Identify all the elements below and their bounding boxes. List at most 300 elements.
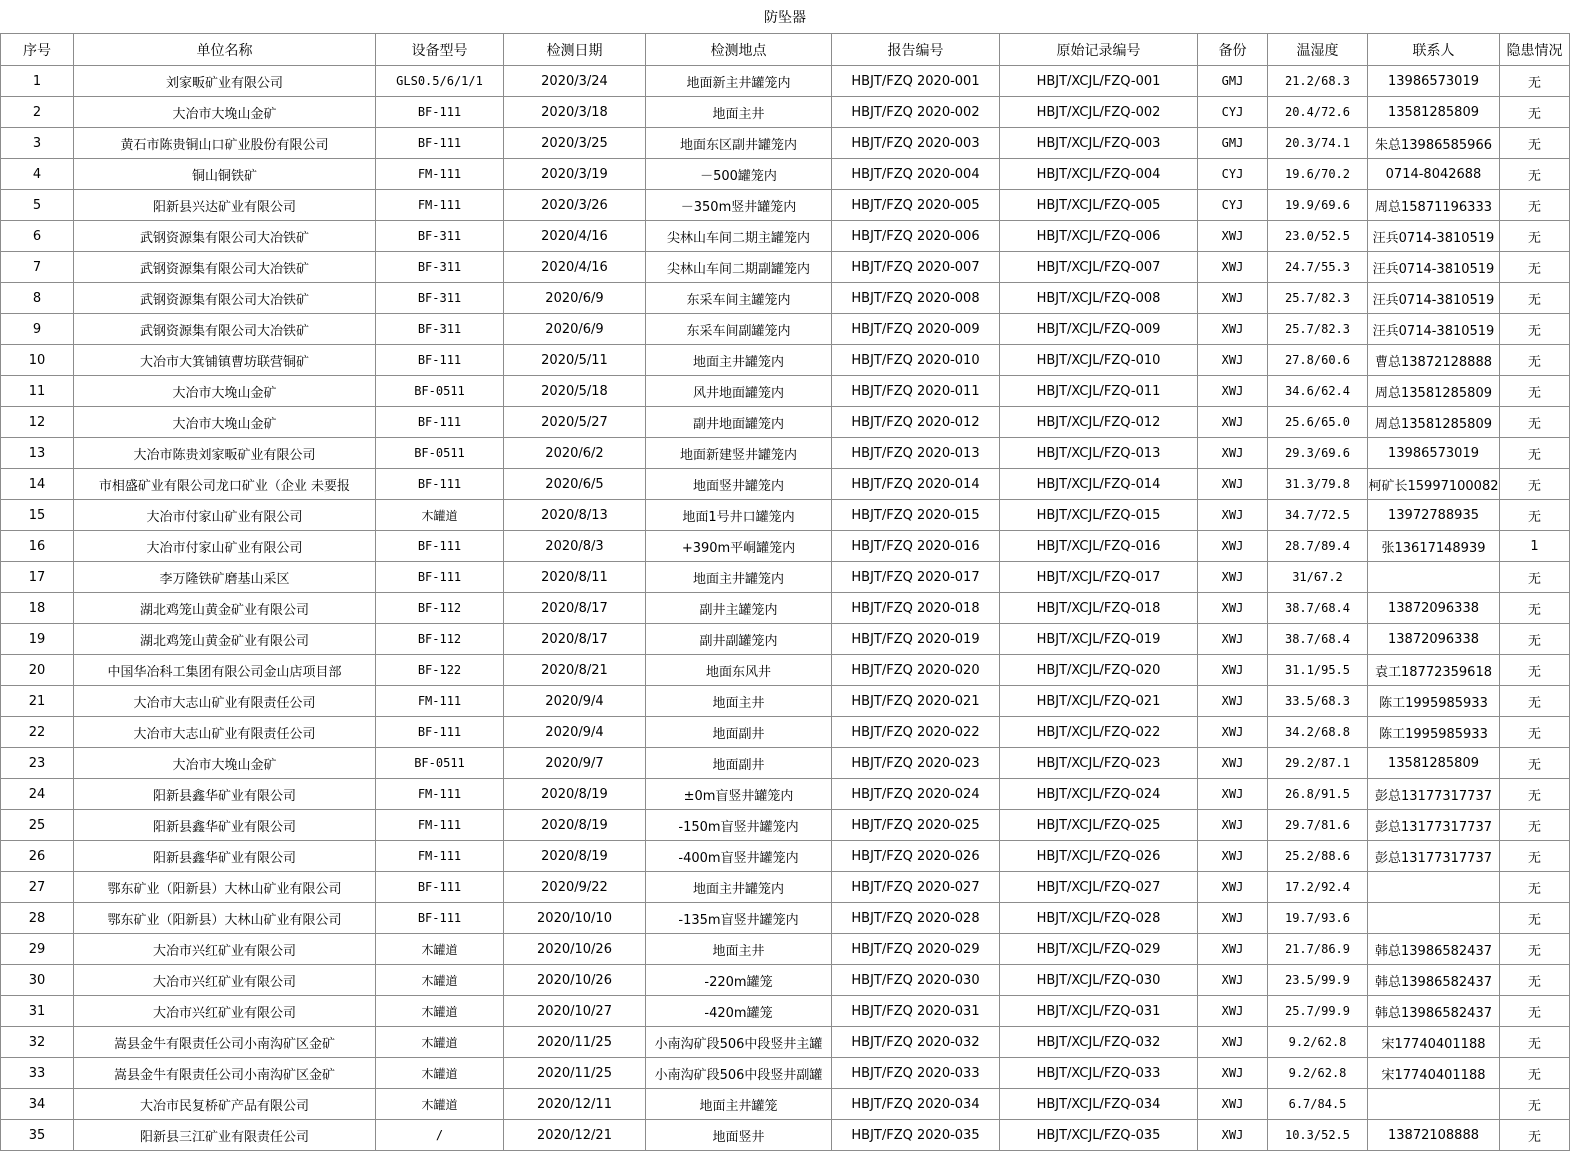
cell-report-no[interactable]: HBJT/FZQ 2020-016 [832, 531, 1000, 562]
cell-contact[interactable]: 13972788935 [1368, 500, 1500, 531]
cell-record-no[interactable]: HBJT/XCJL/FZQ-005 [1000, 190, 1198, 221]
cell-index[interactable]: 24 [1, 779, 74, 810]
cell-record-no[interactable]: HBJT/XCJL/FZQ-034 [1000, 1089, 1198, 1120]
cell-index[interactable]: 5 [1, 190, 74, 221]
cell-temp-humidity[interactable]: 23.0/52.5 [1268, 221, 1368, 252]
cell-record-no[interactable]: HBJT/XCJL/FZQ-013 [1000, 438, 1198, 469]
col-header-record-no[interactable]: 原始记录编号 [1000, 34, 1198, 66]
cell-index[interactable]: 32 [1, 1027, 74, 1058]
cell-unit-name[interactable]: 大冶市大堍山金矿 [74, 97, 376, 128]
cell-contact[interactable]: 周总15871196333 [1368, 190, 1500, 221]
cell-index[interactable]: 2 [1, 97, 74, 128]
cell-backup[interactable]: GMJ [1198, 66, 1268, 97]
cell-unit-name[interactable]: 大冶市付家山矿业有限公司 [74, 531, 376, 562]
cell-model[interactable]: BF-311 [376, 221, 504, 252]
cell-location[interactable]: 地面东风井 [646, 655, 832, 686]
cell-location[interactable]: 小南沟矿段506中段竖井主罐 [646, 1027, 832, 1058]
cell-hazard[interactable]: 无 [1500, 469, 1570, 500]
cell-backup[interactable]: XWJ [1198, 1120, 1268, 1151]
cell-hazard[interactable]: 无 [1500, 190, 1570, 221]
col-header-index[interactable]: 序号 [1, 34, 74, 66]
cell-temp-humidity[interactable]: 9.2/62.8 [1268, 1058, 1368, 1089]
cell-backup[interactable]: XWJ [1198, 345, 1268, 376]
cell-model[interactable]: GLS0.5/6/1/1 [376, 66, 504, 97]
cell-backup[interactable]: XWJ [1198, 1027, 1268, 1058]
cell-model[interactable]: BF-311 [376, 314, 504, 345]
cell-report-no[interactable]: HBJT/FZQ 2020-013 [832, 438, 1000, 469]
cell-location[interactable]: 尖林山车间二期副罐笼内 [646, 252, 832, 283]
cell-date[interactable]: 2020/11/25 [504, 1058, 646, 1089]
cell-index[interactable]: 29 [1, 934, 74, 965]
cell-backup[interactable]: XWJ [1198, 562, 1268, 593]
cell-date[interactable]: 2020/4/16 [504, 252, 646, 283]
cell-index[interactable]: 22 [1, 717, 74, 748]
cell-hazard[interactable]: 无 [1500, 407, 1570, 438]
cell-temp-humidity[interactable]: 17.2/92.4 [1268, 872, 1368, 903]
cell-backup[interactable]: XWJ [1198, 934, 1268, 965]
cell-report-no[interactable]: HBJT/FZQ 2020-023 [832, 748, 1000, 779]
cell-model[interactable]: FM-111 [376, 841, 504, 872]
cell-model[interactable]: FM-111 [376, 686, 504, 717]
cell-hazard[interactable]: 无 [1500, 593, 1570, 624]
cell-record-no[interactable]: HBJT/XCJL/FZQ-026 [1000, 841, 1198, 872]
cell-model[interactable]: 木罐道 [376, 1027, 504, 1058]
cell-temp-humidity[interactable]: 38.7/68.4 [1268, 593, 1368, 624]
cell-date[interactable]: 2020/12/21 [504, 1120, 646, 1151]
col-header-location[interactable]: 检测地点 [646, 34, 832, 66]
cell-backup[interactable]: CYJ [1198, 97, 1268, 128]
cell-contact[interactable]: 13872096338 [1368, 624, 1500, 655]
cell-date[interactable]: 2020/8/19 [504, 841, 646, 872]
cell-report-no[interactable]: HBJT/FZQ 2020-018 [832, 593, 1000, 624]
cell-temp-humidity[interactable]: 29.3/69.6 [1268, 438, 1368, 469]
cell-temp-humidity[interactable]: 20.4/72.6 [1268, 97, 1368, 128]
cell-date[interactable]: 2020/3/18 [504, 97, 646, 128]
cell-temp-humidity[interactable]: 25.7/99.9 [1268, 996, 1368, 1027]
cell-temp-humidity[interactable]: 31/67.2 [1268, 562, 1368, 593]
cell-report-no[interactable]: HBJT/FZQ 2020-006 [832, 221, 1000, 252]
cell-index[interactable]: 31 [1, 996, 74, 1027]
col-header-temp-humidity[interactable]: 温湿度 [1268, 34, 1368, 66]
cell-location[interactable]: 地面新主井罐笼内 [646, 66, 832, 97]
cell-unit-name[interactable]: 大冶市兴红矿业有限公司 [74, 965, 376, 996]
cell-date[interactable]: 2020/9/4 [504, 717, 646, 748]
cell-location[interactable]: 地面新建竖井罐笼内 [646, 438, 832, 469]
cell-contact[interactable]: 13872096338 [1368, 593, 1500, 624]
cell-report-no[interactable]: HBJT/FZQ 2020-029 [832, 934, 1000, 965]
cell-contact[interactable]: 张13617148939 [1368, 531, 1500, 562]
cell-temp-humidity[interactable]: 28.7/89.4 [1268, 531, 1368, 562]
cell-date[interactable]: 2020/10/27 [504, 996, 646, 1027]
cell-record-no[interactable]: HBJT/XCJL/FZQ-017 [1000, 562, 1198, 593]
cell-hazard[interactable]: 无 [1500, 779, 1570, 810]
cell-backup[interactable]: XWJ [1198, 1058, 1268, 1089]
cell-date[interactable]: 2020/8/3 [504, 531, 646, 562]
cell-temp-humidity[interactable]: 19.6/70.2 [1268, 159, 1368, 190]
cell-model[interactable]: BF-111 [376, 717, 504, 748]
cell-temp-humidity[interactable]: 27.8/60.6 [1268, 345, 1368, 376]
cell-location[interactable]: 地面主井 [646, 934, 832, 965]
cell-location[interactable]: 副井副罐笼内 [646, 624, 832, 655]
cell-unit-name[interactable]: 大冶市大志山矿业有限责任公司 [74, 686, 376, 717]
cell-record-no[interactable]: HBJT/XCJL/FZQ-025 [1000, 810, 1198, 841]
cell-temp-humidity[interactable]: 23.5/99.9 [1268, 965, 1368, 996]
cell-report-no[interactable]: HBJT/FZQ 2020-032 [832, 1027, 1000, 1058]
cell-contact[interactable]: 汪兵0714-3810519 [1368, 314, 1500, 345]
cell-hazard[interactable]: 无 [1500, 376, 1570, 407]
cell-date[interactable]: 2020/6/9 [504, 283, 646, 314]
cell-record-no[interactable]: HBJT/XCJL/FZQ-012 [1000, 407, 1198, 438]
cell-model[interactable]: BF-122 [376, 655, 504, 686]
cell-index[interactable]: 3 [1, 128, 74, 159]
cell-report-no[interactable]: HBJT/FZQ 2020-011 [832, 376, 1000, 407]
cell-temp-humidity[interactable]: 9.2/62.8 [1268, 1027, 1368, 1058]
cell-unit-name[interactable]: 武钢资源集有限公司大冶铁矿 [74, 221, 376, 252]
cell-temp-humidity[interactable]: 19.9/69.6 [1268, 190, 1368, 221]
cell-location[interactable]: 副井主罐笼内 [646, 593, 832, 624]
cell-backup[interactable]: XWJ [1198, 686, 1268, 717]
cell-report-no[interactable]: HBJT/FZQ 2020-034 [832, 1089, 1000, 1120]
cell-model[interactable]: 木罐道 [376, 1089, 504, 1120]
cell-temp-humidity[interactable]: 33.5/68.3 [1268, 686, 1368, 717]
cell-report-no[interactable]: HBJT/FZQ 2020-015 [832, 500, 1000, 531]
cell-contact[interactable]: 宋17740401188 [1368, 1027, 1500, 1058]
cell-model[interactable]: BF-111 [376, 128, 504, 159]
cell-index[interactable]: 33 [1, 1058, 74, 1089]
cell-location[interactable]: 副井地面罐笼内 [646, 407, 832, 438]
cell-contact[interactable]: 曹总13872128888 [1368, 345, 1500, 376]
cell-report-no[interactable]: HBJT/FZQ 2020-031 [832, 996, 1000, 1027]
cell-report-no[interactable]: HBJT/FZQ 2020-010 [832, 345, 1000, 376]
cell-index[interactable]: 7 [1, 252, 74, 283]
cell-location[interactable]: 地面主井罐笼内 [646, 345, 832, 376]
cell-record-no[interactable]: HBJT/XCJL/FZQ-031 [1000, 996, 1198, 1027]
cell-hazard[interactable]: 无 [1500, 1058, 1570, 1089]
cell-temp-humidity[interactable]: 19.7/93.6 [1268, 903, 1368, 934]
cell-record-no[interactable]: HBJT/XCJL/FZQ-027 [1000, 872, 1198, 903]
cell-location[interactable]: 小南沟矿段506中段竖井副罐 [646, 1058, 832, 1089]
cell-unit-name[interactable]: 嵩县金牛有限责任公司小南沟矿区金矿 [74, 1058, 376, 1089]
cell-hazard[interactable]: 无 [1500, 221, 1570, 252]
cell-index[interactable]: 20 [1, 655, 74, 686]
cell-date[interactable]: 2020/10/26 [504, 934, 646, 965]
cell-unit-name[interactable]: 武钢资源集有限公司大冶铁矿 [74, 252, 376, 283]
cell-hazard[interactable]: 无 [1500, 965, 1570, 996]
cell-location[interactable]: 地面竖井罐笼内 [646, 469, 832, 500]
cell-index[interactable]: 8 [1, 283, 74, 314]
cell-temp-humidity[interactable]: 34.2/68.8 [1268, 717, 1368, 748]
cell-backup[interactable]: XWJ [1198, 438, 1268, 469]
cell-temp-humidity[interactable]: 25.6/65.0 [1268, 407, 1368, 438]
cell-index[interactable]: 16 [1, 531, 74, 562]
cell-backup[interactable]: XWJ [1198, 252, 1268, 283]
cell-index[interactable]: 28 [1, 903, 74, 934]
cell-contact[interactable]: 彭总13177317737 [1368, 779, 1500, 810]
cell-location[interactable]: -135m盲竖井罐笼内 [646, 903, 832, 934]
cell-hazard[interactable]: 无 [1500, 903, 1570, 934]
cell-report-no[interactable]: HBJT/FZQ 2020-035 [832, 1120, 1000, 1151]
cell-report-no[interactable]: HBJT/FZQ 2020-009 [832, 314, 1000, 345]
cell-temp-humidity[interactable]: 34.7/72.5 [1268, 500, 1368, 531]
cell-date[interactable]: 2020/8/17 [504, 624, 646, 655]
cell-index[interactable]: 9 [1, 314, 74, 345]
cell-index[interactable]: 25 [1, 810, 74, 841]
cell-location[interactable]: 地面主井罐笼 [646, 1089, 832, 1120]
cell-temp-humidity[interactable]: 6.7/84.5 [1268, 1089, 1368, 1120]
cell-backup[interactable]: XWJ [1198, 841, 1268, 872]
cell-index[interactable]: 23 [1, 748, 74, 779]
cell-backup[interactable]: CYJ [1198, 190, 1268, 221]
cell-hazard[interactable]: 无 [1500, 717, 1570, 748]
cell-location[interactable]: -220m罐笼 [646, 965, 832, 996]
cell-hazard[interactable]: 无 [1500, 841, 1570, 872]
cell-record-no[interactable]: HBJT/XCJL/FZQ-006 [1000, 221, 1198, 252]
cell-index[interactable]: 1 [1, 66, 74, 97]
cell-location[interactable]: 东采车间副罐笼内 [646, 314, 832, 345]
cell-backup[interactable]: XWJ [1198, 810, 1268, 841]
cell-unit-name[interactable]: 大冶市大堍山金矿 [74, 748, 376, 779]
cell-location[interactable]: -420m罐笼 [646, 996, 832, 1027]
cell-backup[interactable]: XWJ [1198, 872, 1268, 903]
cell-contact[interactable]: 宋17740401188 [1368, 1058, 1500, 1089]
cell-backup[interactable]: XWJ [1198, 965, 1268, 996]
cell-backup[interactable]: XWJ [1198, 283, 1268, 314]
cell-unit-name[interactable]: 铜山铜铁矿 [74, 159, 376, 190]
cell-record-no[interactable]: HBJT/XCJL/FZQ-015 [1000, 500, 1198, 531]
cell-record-no[interactable]: HBJT/XCJL/FZQ-028 [1000, 903, 1198, 934]
cell-contact[interactable]: 13872108888 [1368, 1120, 1500, 1151]
cell-record-no[interactable]: HBJT/XCJL/FZQ-032 [1000, 1027, 1198, 1058]
cell-hazard[interactable]: 无 [1500, 97, 1570, 128]
col-header-backup[interactable]: 备份 [1198, 34, 1268, 66]
cell-report-no[interactable]: HBJT/FZQ 2020-019 [832, 624, 1000, 655]
cell-contact[interactable]: 汪兵0714-3810519 [1368, 252, 1500, 283]
cell-date[interactable]: 2020/3/24 [504, 66, 646, 97]
cell-contact[interactable]: 0714-8042688 [1368, 159, 1500, 190]
cell-index[interactable]: 4 [1, 159, 74, 190]
cell-location[interactable]: 地面副井 [646, 748, 832, 779]
cell-location[interactable]: 地面主井 [646, 97, 832, 128]
cell-location[interactable]: －500罐笼内 [646, 159, 832, 190]
cell-report-no[interactable]: HBJT/FZQ 2020-008 [832, 283, 1000, 314]
cell-unit-name[interactable]: 大冶市付家山矿业有限公司 [74, 500, 376, 531]
cell-model[interactable]: BF-0511 [376, 376, 504, 407]
cell-record-no[interactable]: HBJT/XCJL/FZQ-002 [1000, 97, 1198, 128]
cell-backup[interactable]: XWJ [1198, 1089, 1268, 1120]
cell-date[interactable]: 2020/12/11 [504, 1089, 646, 1120]
cell-backup[interactable]: CYJ [1198, 159, 1268, 190]
cell-index[interactable]: 34 [1, 1089, 74, 1120]
cell-unit-name[interactable]: 李万隆铁矿磨基山采区 [74, 562, 376, 593]
cell-hazard[interactable]: 无 [1500, 562, 1570, 593]
cell-date[interactable]: 2020/8/11 [504, 562, 646, 593]
cell-model[interactable]: / [376, 1120, 504, 1151]
cell-temp-humidity[interactable]: 20.3/74.1 [1268, 128, 1368, 159]
cell-report-no[interactable]: HBJT/FZQ 2020-004 [832, 159, 1000, 190]
cell-report-no[interactable]: HBJT/FZQ 2020-012 [832, 407, 1000, 438]
cell-record-no[interactable]: HBJT/XCJL/FZQ-030 [1000, 965, 1198, 996]
cell-contact[interactable] [1368, 562, 1500, 593]
cell-contact[interactable]: 彭总13177317737 [1368, 810, 1500, 841]
cell-record-no[interactable]: HBJT/XCJL/FZQ-035 [1000, 1120, 1198, 1151]
cell-report-no[interactable]: HBJT/FZQ 2020-007 [832, 252, 1000, 283]
cell-report-no[interactable]: HBJT/FZQ 2020-022 [832, 717, 1000, 748]
cell-record-no[interactable]: HBJT/XCJL/FZQ-007 [1000, 252, 1198, 283]
cell-index[interactable]: 13 [1, 438, 74, 469]
cell-record-no[interactable]: HBJT/XCJL/FZQ-009 [1000, 314, 1198, 345]
cell-index[interactable]: 6 [1, 221, 74, 252]
cell-temp-humidity[interactable]: 29.2/87.1 [1268, 748, 1368, 779]
cell-model[interactable]: 木罐道 [376, 996, 504, 1027]
cell-date[interactable]: 2020/5/27 [504, 407, 646, 438]
cell-model[interactable]: FM-111 [376, 779, 504, 810]
cell-model[interactable]: 木罐道 [376, 500, 504, 531]
cell-record-no[interactable]: HBJT/XCJL/FZQ-021 [1000, 686, 1198, 717]
cell-contact[interactable]: 周总13581285809 [1368, 376, 1500, 407]
cell-unit-name[interactable]: 大冶市大志山矿业有限责任公司 [74, 717, 376, 748]
cell-contact[interactable]: 韩总13986582437 [1368, 996, 1500, 1027]
cell-backup[interactable]: XWJ [1198, 717, 1268, 748]
cell-record-no[interactable]: HBJT/XCJL/FZQ-004 [1000, 159, 1198, 190]
cell-model[interactable]: BF-0511 [376, 748, 504, 779]
cell-record-no[interactable]: HBJT/XCJL/FZQ-022 [1000, 717, 1198, 748]
cell-backup[interactable]: XWJ [1198, 469, 1268, 500]
cell-location[interactable]: -150m盲竖井罐笼内 [646, 810, 832, 841]
cell-model[interactable]: BF-112 [376, 624, 504, 655]
cell-report-no[interactable]: HBJT/FZQ 2020-020 [832, 655, 1000, 686]
col-header-hazard[interactable]: 隐患情况 [1500, 34, 1570, 66]
cell-backup[interactable]: XWJ [1198, 314, 1268, 345]
cell-contact[interactable]: 彭总13177317737 [1368, 841, 1500, 872]
cell-date[interactable]: 2020/3/26 [504, 190, 646, 221]
cell-contact[interactable]: 13986573019 [1368, 438, 1500, 469]
cell-location[interactable]: 地面东区副井罐笼内 [646, 128, 832, 159]
cell-date[interactable]: 2020/8/13 [504, 500, 646, 531]
cell-temp-humidity[interactable]: 25.7/82.3 [1268, 283, 1368, 314]
cell-record-no[interactable]: HBJT/XCJL/FZQ-033 [1000, 1058, 1198, 1089]
cell-record-no[interactable]: HBJT/XCJL/FZQ-001 [1000, 66, 1198, 97]
cell-date[interactable]: 2020/9/22 [504, 872, 646, 903]
cell-hazard[interactable]: 无 [1500, 252, 1570, 283]
cell-record-no[interactable]: HBJT/XCJL/FZQ-018 [1000, 593, 1198, 624]
cell-report-no[interactable]: HBJT/FZQ 2020-028 [832, 903, 1000, 934]
cell-hazard[interactable]: 无 [1500, 686, 1570, 717]
cell-temp-humidity[interactable]: 31.3/79.8 [1268, 469, 1368, 500]
cell-temp-humidity[interactable]: 25.7/82.3 [1268, 314, 1368, 345]
cell-backup[interactable]: XWJ [1198, 655, 1268, 686]
cell-contact[interactable]: 陈工1995985933 [1368, 717, 1500, 748]
cell-record-no[interactable]: HBJT/XCJL/FZQ-029 [1000, 934, 1198, 965]
cell-report-no[interactable]: HBJT/FZQ 2020-025 [832, 810, 1000, 841]
cell-record-no[interactable]: HBJT/XCJL/FZQ-016 [1000, 531, 1198, 562]
cell-unit-name[interactable]: 阳新县鑫华矿业有限公司 [74, 841, 376, 872]
cell-location[interactable]: -400m盲竖井罐笼内 [646, 841, 832, 872]
col-header-report-no[interactable]: 报告编号 [832, 34, 1000, 66]
cell-model[interactable]: BF-311 [376, 252, 504, 283]
col-header-contact[interactable]: 联系人 [1368, 34, 1500, 66]
cell-index[interactable]: 30 [1, 965, 74, 996]
cell-record-no[interactable]: HBJT/XCJL/FZQ-023 [1000, 748, 1198, 779]
cell-location[interactable]: ±0m盲竖井罐笼内 [646, 779, 832, 810]
cell-location[interactable]: +390m平峒罐笼内 [646, 531, 832, 562]
cell-unit-name[interactable]: 武钢资源集有限公司大冶铁矿 [74, 314, 376, 345]
cell-model[interactable]: BF-111 [376, 345, 504, 376]
cell-report-no[interactable]: HBJT/FZQ 2020-030 [832, 965, 1000, 996]
cell-temp-humidity[interactable]: 25.2/88.6 [1268, 841, 1368, 872]
cell-location[interactable]: 地面主井罐笼内 [646, 562, 832, 593]
cell-index[interactable]: 21 [1, 686, 74, 717]
cell-index[interactable]: 27 [1, 872, 74, 903]
cell-unit-name[interactable]: 阳新县鑫华矿业有限公司 [74, 810, 376, 841]
cell-report-no[interactable]: HBJT/FZQ 2020-003 [832, 128, 1000, 159]
cell-date[interactable]: 2020/4/16 [504, 221, 646, 252]
cell-contact[interactable]: 韩总13986582437 [1368, 965, 1500, 996]
cell-index[interactable]: 12 [1, 407, 74, 438]
cell-hazard[interactable]: 无 [1500, 438, 1570, 469]
cell-model[interactable]: BF-111 [376, 97, 504, 128]
cell-unit-name[interactable]: 湖北鸡笼山黄金矿业有限公司 [74, 593, 376, 624]
cell-backup[interactable]: GMJ [1198, 128, 1268, 159]
cell-unit-name[interactable]: 大冶市大堍山金矿 [74, 407, 376, 438]
cell-model[interactable]: FM-111 [376, 810, 504, 841]
cell-hazard[interactable]: 无 [1500, 1089, 1570, 1120]
cell-contact[interactable]: 13581285809 [1368, 748, 1500, 779]
cell-record-no[interactable]: HBJT/XCJL/FZQ-010 [1000, 345, 1198, 376]
cell-index[interactable]: 14 [1, 469, 74, 500]
cell-index[interactable]: 17 [1, 562, 74, 593]
cell-hazard[interactable]: 无 [1500, 128, 1570, 159]
cell-report-no[interactable]: HBJT/FZQ 2020-005 [832, 190, 1000, 221]
cell-model[interactable]: BF-311 [376, 283, 504, 314]
cell-backup[interactable]: XWJ [1198, 221, 1268, 252]
cell-record-no[interactable]: HBJT/XCJL/FZQ-003 [1000, 128, 1198, 159]
cell-unit-name[interactable]: 中国华冶科工集团有限公司金山店项目部 [74, 655, 376, 686]
cell-hazard[interactable]: 无 [1500, 66, 1570, 97]
cell-unit-name[interactable]: 黄石市陈贵铜山口矿业股份有限公司 [74, 128, 376, 159]
col-header-model[interactable]: 设备型号 [376, 34, 504, 66]
cell-model[interactable]: FM-111 [376, 190, 504, 221]
cell-location[interactable]: 东采车间主罐笼内 [646, 283, 832, 314]
cell-index[interactable]: 10 [1, 345, 74, 376]
cell-unit-name[interactable]: 刘家畈矿业有限公司 [74, 66, 376, 97]
cell-index[interactable]: 35 [1, 1120, 74, 1151]
cell-unit-name[interactable]: 武钢资源集有限公司大冶铁矿 [74, 283, 376, 314]
cell-date[interactable]: 2020/9/7 [504, 748, 646, 779]
cell-location[interactable]: 地面主井 [646, 686, 832, 717]
cell-contact[interactable]: 袁工18772359618 [1368, 655, 1500, 686]
cell-location[interactable]: －350m竖井罐笼内 [646, 190, 832, 221]
cell-unit-name[interactable]: 嵩县金牛有限责任公司小南沟矿区金矿 [74, 1027, 376, 1058]
cell-hazard[interactable]: 无 [1500, 500, 1570, 531]
cell-unit-name[interactable]: 湖北鸡笼山黄金矿业有限公司 [74, 624, 376, 655]
cell-location[interactable]: 地面主井罐笼内 [646, 872, 832, 903]
cell-location[interactable]: 地面副井 [646, 717, 832, 748]
cell-model[interactable]: BF-112 [376, 593, 504, 624]
cell-backup[interactable]: XWJ [1198, 996, 1268, 1027]
cell-date[interactable]: 2020/11/25 [504, 1027, 646, 1058]
cell-backup[interactable]: XWJ [1198, 903, 1268, 934]
cell-model[interactable]: 木罐道 [376, 934, 504, 965]
cell-index[interactable]: 19 [1, 624, 74, 655]
cell-hazard[interactable]: 无 [1500, 996, 1570, 1027]
cell-unit-name[interactable]: 大冶市兴红矿业有限公司 [74, 934, 376, 965]
cell-contact[interactable]: 朱总13986585966 [1368, 128, 1500, 159]
cell-contact[interactable]: 汪兵0714-3810519 [1368, 283, 1500, 314]
cell-report-no[interactable]: HBJT/FZQ 2020-027 [832, 872, 1000, 903]
cell-date[interactable]: 2020/8/19 [504, 810, 646, 841]
cell-index[interactable]: 15 [1, 500, 74, 531]
cell-temp-humidity[interactable]: 10.3/52.5 [1268, 1120, 1368, 1151]
